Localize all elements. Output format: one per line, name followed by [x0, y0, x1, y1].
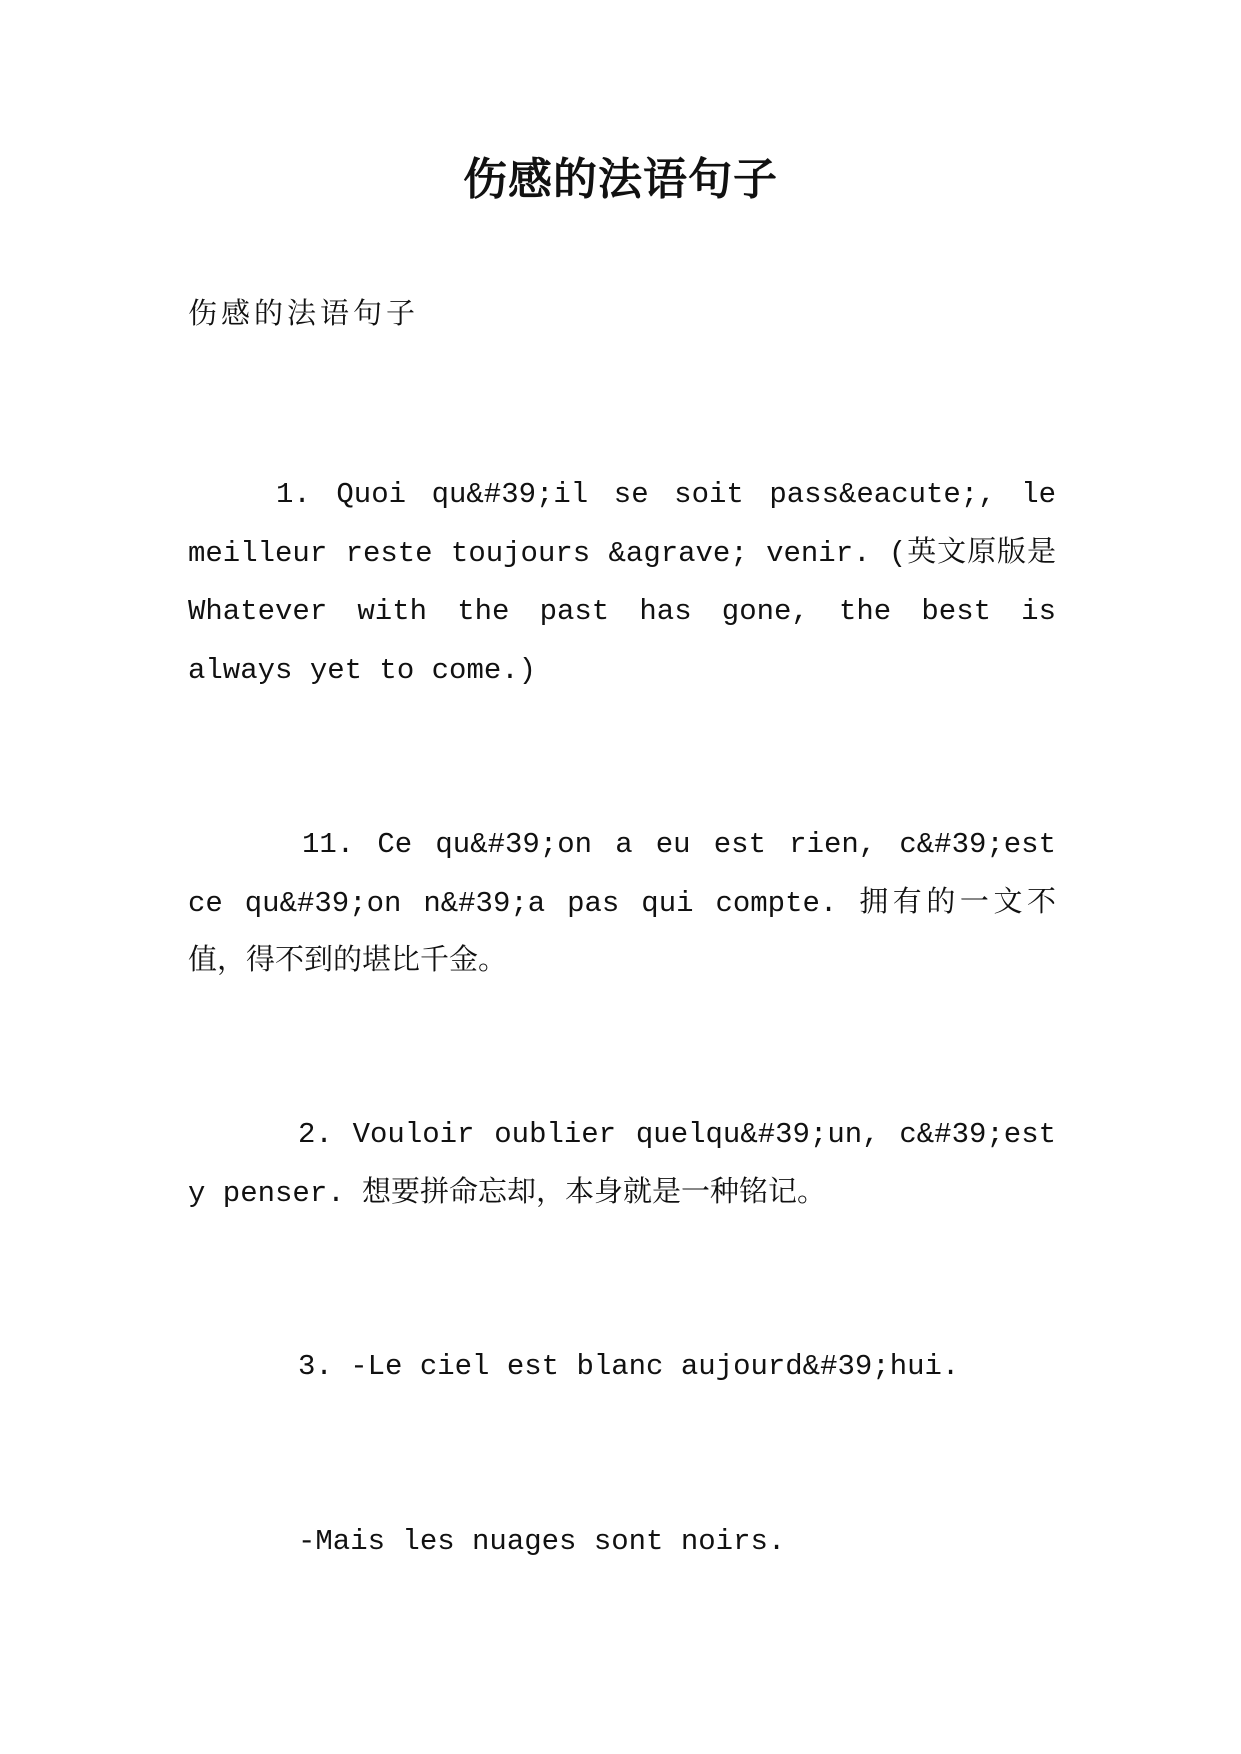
paragraph-text: 3. -Le ciel est blanc aujourd&#39;hui.: [298, 1350, 960, 1383]
paragraph-text: -Mais les nuages sont noirs.: [298, 1525, 786, 1558]
paragraph-text: 2. Vouloir oublier quelqu&#39;un, c&#39;est y penser. 想要拼命忘却，本身就是一种铭记。: [188, 1118, 1056, 1210]
page-title: 伤感的法语句子: [463, 154, 778, 205]
paragraph-3: [188, 1106, 1056, 1223]
document-subtitle: 伤感的法语句子: [188, 296, 420, 330]
paragraph-4: [188, 1338, 1056, 1397]
paragraph-text: 1. Quoi qu&#39;il se soit pass&eacute;, le meilleur reste toujours &agrave; venir. (英文原版是 Whatever with the past has gone, the best is always yet to come.): [188, 478, 1056, 687]
paragraph-text: 11. Ce qu&#39;on a eu est rien, c&#39;est ce qu&#39;on n&#39;a pas qui compte. 拥有的一文不值，得不到的堪比千金。: [188, 828, 1056, 978]
paragraph-5: [188, 1513, 1056, 1572]
paragraph-2: [188, 816, 1056, 992]
paragraph-1: [188, 466, 1056, 700]
